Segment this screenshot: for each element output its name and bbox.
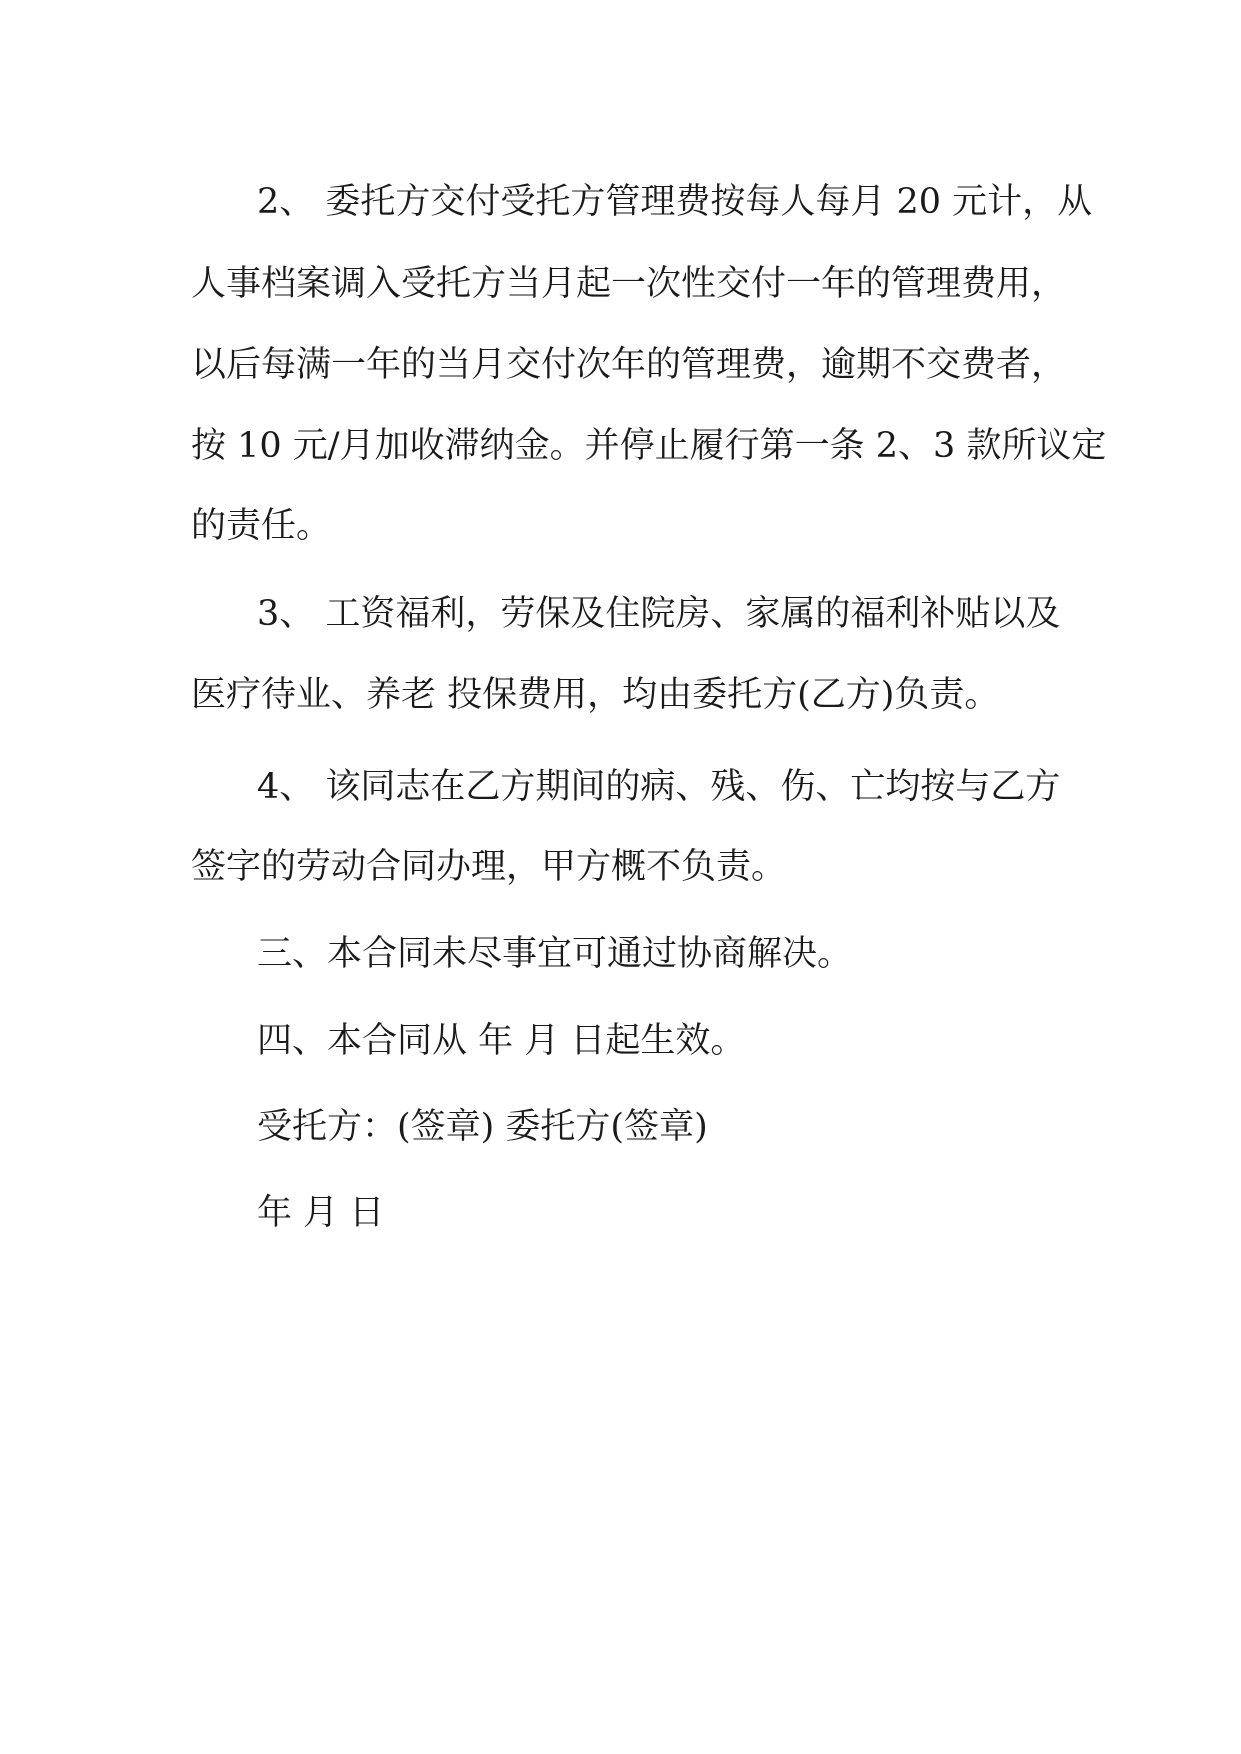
clause-2-line-3: 以后每满一年的当月交付次年的管理费，逾期不交费者， [191,345,1067,385]
article-4: 四、本合同从 年 月 日起生效。 [257,1021,746,1061]
clause-3-line-1: 3、 工资福利，劳保及住院房、家属的福利补贴以及 [257,594,1061,634]
date-line: 年 月 日 [257,1193,385,1233]
article-3: 三、本合同未尽事宜可通过协商解决。 [257,934,853,974]
clause-2-line-1: 2、 委托方交付受托方管理费按每人每月 20 元计，从 [257,182,1093,222]
signature-line: 受托方：(签章) 委托方(签章) [257,1107,708,1147]
clause-2-line-5: 的责任。 [191,506,332,546]
clause-4-line-1: 4、 该同志在乙方期间的病、残、伤、亡均按与乙方 [257,767,1061,807]
clause-4-line-2: 签字的劳动合同办理，甲方概不负责。 [191,847,787,887]
clause-2-line-2: 人事档案调入受托方当月起一次性交付一年的管理费用， [191,264,1067,304]
clause-2-line-4: 按 10 元/月加收滞纳金。并停止履行第一条 2、3 款所议定 [191,426,1107,466]
clause-3-line-2: 医疗待业、养老 投保费用，均由委托方(乙方)负责。 [191,675,1000,715]
